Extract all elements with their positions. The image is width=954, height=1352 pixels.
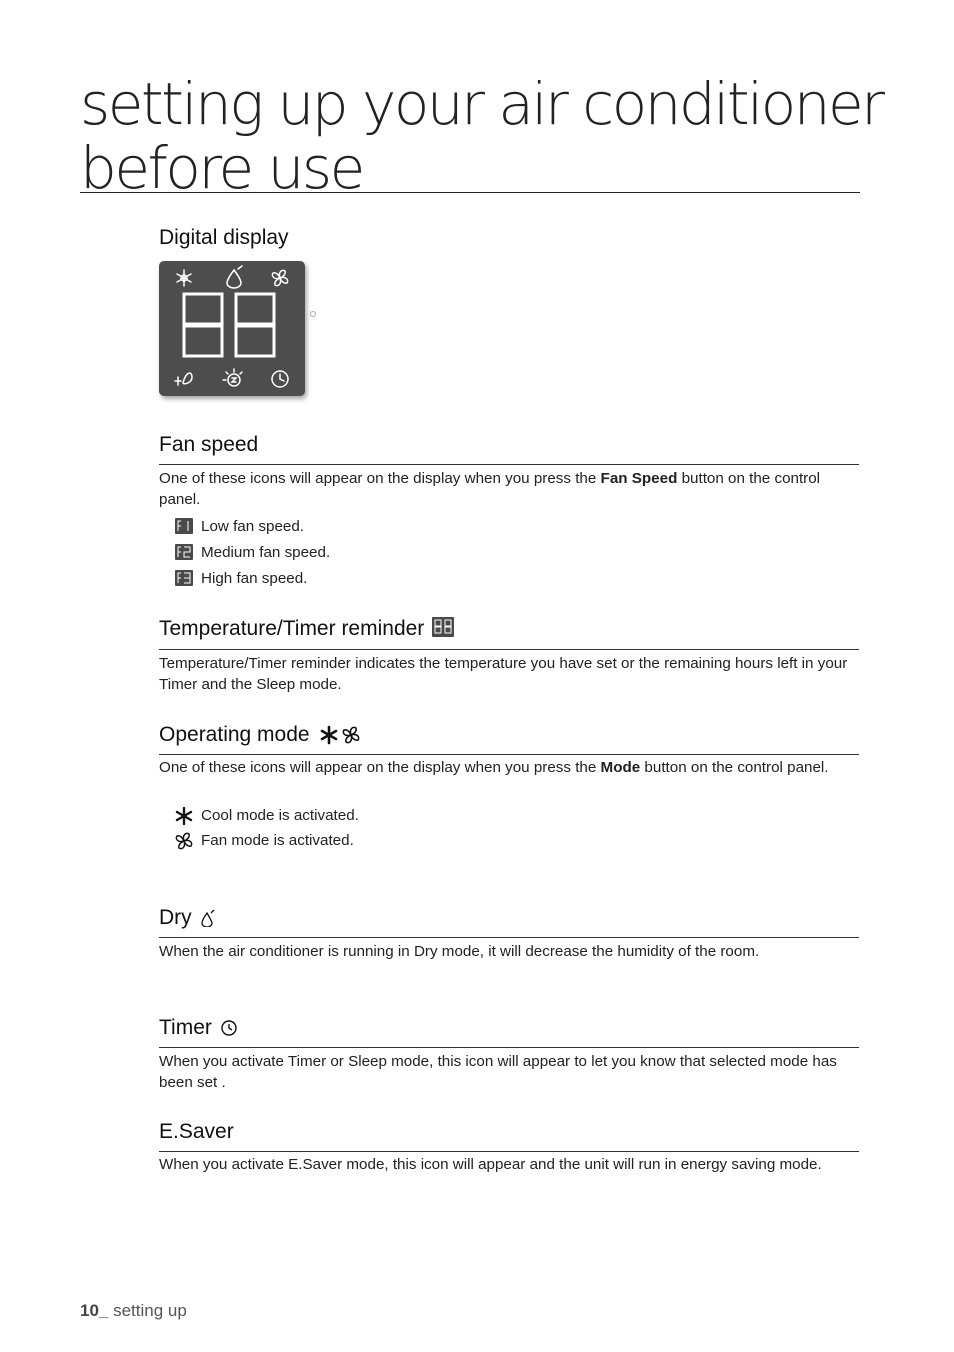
- fan-icon: [272, 270, 287, 285]
- dry-heading: [159, 906, 216, 930]
- fan-speed-text-end: button on the control panel.: [159, 470, 821, 508]
- title-divider: [80, 192, 860, 193]
- operating-mode-heading-text: Operating mode: [159, 723, 310, 746]
- page-title: [80, 70, 883, 202]
- operating-mode-divider: [159, 754, 859, 755]
- page-number: 10_: [80, 1301, 109, 1320]
- timer-heading-text: Timer: [159, 1016, 212, 1039]
- snowflake-cool-icon: [177, 270, 191, 286]
- operating-mode-heading: [159, 723, 361, 747]
- dry-drop-icon: [227, 266, 242, 288]
- temperature-description: Temperature/Timer reminder indicates the temperature you have set or the remaining hours left in your Timer and the Sleep mode.: [159, 655, 848, 693]
- temperature-divider: [159, 649, 859, 650]
- fan-speed-button-name: Fan Speed: [600, 470, 678, 487]
- temperature-heading: [159, 617, 454, 641]
- dry-description: When the air conditioner is running in Dry mode, it will decrease the humidity of the room.: [159, 943, 760, 960]
- fan-speed-item-high: [175, 569, 307, 589]
- sleep-icon: [223, 369, 242, 386]
- fan-speed-low-label: Low fan speed.: [201, 518, 305, 535]
- temperature-heading-text: Temperature/Timer reminder: [159, 617, 425, 640]
- fan-speed-heading: Fan speed: [159, 433, 259, 456]
- page-title-line-1: setting up your air conditioner: [80, 70, 883, 138]
- operating-mode-description: [159, 758, 859, 779]
- fan-speed-item-medium: [175, 543, 330, 563]
- timer-heading-icon: [220, 1019, 238, 1037]
- e-saver-icon: [175, 373, 192, 385]
- dry-divider: [159, 937, 859, 938]
- operating-mode-text-end: button on the control panel.: [640, 759, 829, 776]
- dry-heading-text: Dry: [159, 906, 192, 929]
- fan-speed-divider: [159, 464, 859, 465]
- footer-section-name: setting up: [108, 1301, 187, 1320]
- digital-display-heading: Digital display: [159, 226, 289, 249]
- digit-display-88: [184, 294, 274, 356]
- f3-display-icon: [175, 570, 193, 586]
- timer-divider: [159, 1047, 859, 1048]
- page-title-line-2: before use: [80, 134, 363, 202]
- fan-speed-medium-label: Medium fan speed.: [201, 544, 331, 561]
- operating-mode-text-start: One of these icons will appear on the display when you press the: [159, 759, 601, 776]
- esaver-divider: [159, 1151, 859, 1152]
- operating-mode-item-fan: [175, 831, 354, 851]
- operating-mode-button-name: Mode: [600, 759, 641, 776]
- fan-speed-item-low: [175, 517, 304, 537]
- esaver-description: When you activate E.Saver mode, this icon will appear and the unit will run in energy saving mode.: [159, 1156, 822, 1173]
- f1-display-icon: [175, 518, 193, 534]
- display-graphic: [159, 261, 305, 396]
- fan-mode-icon: [341, 725, 361, 745]
- timer-icon: [272, 371, 288, 387]
- operating-mode-item-cool: [175, 806, 359, 826]
- fan-speed-high-label: High fan speed.: [201, 570, 308, 587]
- cool-mode-label: Cool mode is activated.: [201, 807, 359, 824]
- dry-icon: [200, 909, 216, 927]
- fan-mode-list-icon: [175, 832, 193, 848]
- fan-mode-label: Fan mode is activated.: [201, 832, 354, 849]
- digital-display-panel: [159, 261, 305, 396]
- page-footer: [80, 1301, 187, 1321]
- display-indicator-dot: [310, 311, 316, 317]
- cool-mode-list-icon: [175, 807, 193, 823]
- cool-mode-icon: [319, 725, 339, 745]
- esaver-heading: E.Saver: [159, 1120, 234, 1143]
- digits-88-icon: [432, 617, 454, 637]
- f2-display-icon: [175, 544, 193, 560]
- fan-speed-text-start: One of these icons will appear on the display when you press the: [159, 470, 601, 487]
- timer-description: When you activate Timer or Sleep mode, this icon will appear to let you know that selected mode has been set .: [159, 1053, 837, 1091]
- timer-heading: [159, 1016, 238, 1040]
- fan-speed-description: [159, 469, 859, 510]
